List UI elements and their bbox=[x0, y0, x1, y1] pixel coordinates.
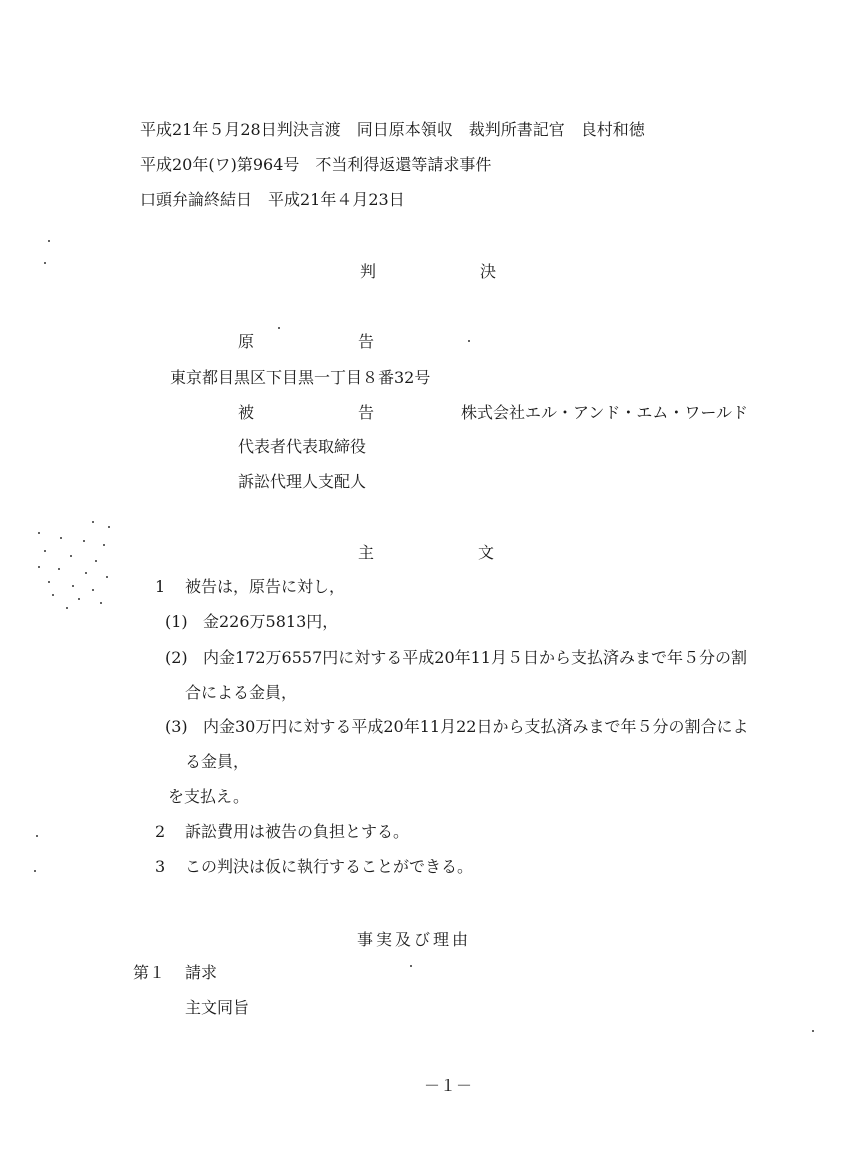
section1-title: 請求 bbox=[185, 963, 218, 982]
item3-text: この判決は仮に執行することができる。 bbox=[185, 857, 474, 876]
section1-number: 第１ bbox=[133, 963, 166, 982]
defendant-label-2: 告 bbox=[358, 403, 375, 422]
main-text-heading-left: 主 bbox=[358, 543, 375, 562]
litigation-agent-label: 訴訟代理人支配人 bbox=[238, 472, 367, 491]
plaintiff-address: 東京都目黒区下目黒一丁目８番32号 bbox=[170, 368, 431, 387]
title-left-char: 判 bbox=[360, 262, 377, 281]
sub1-text: 金226万5813円， bbox=[203, 612, 339, 631]
sub2-number: (2) bbox=[165, 648, 188, 667]
representative-label: 代表者代表取締役 bbox=[238, 437, 367, 456]
plaintiff-label-2: 告 bbox=[358, 332, 375, 351]
defendant-label-1: 被 bbox=[238, 403, 255, 422]
reasons-heading: 事実及び理由 bbox=[357, 930, 472, 949]
defendant-name: 株式会社エル・アンド・エム・ワールド bbox=[461, 403, 749, 422]
case-number-line: 平成20年(ワ)第964号 不当利得返還等請求事件 bbox=[140, 155, 492, 174]
sub2-text-line1: 内金172万6557円に対する平成20年11月５日から支払済みまで年５分の割 bbox=[203, 648, 747, 667]
item1-number: 1 bbox=[155, 577, 166, 596]
section1-body: 主文同旨 bbox=[185, 998, 250, 1017]
item3-number: 3 bbox=[155, 857, 166, 876]
sub3-text-line2: る金員， bbox=[185, 752, 250, 771]
sub3-number: (3) bbox=[165, 717, 188, 736]
page-number: －１－ bbox=[424, 1076, 473, 1095]
item1-text: 被告は，原告に対し， bbox=[185, 577, 346, 596]
item2-number: 2 bbox=[155, 822, 166, 841]
main-text-heading-right: 文 bbox=[478, 543, 495, 562]
plaintiff-label-1: 原 bbox=[238, 332, 255, 351]
title-right-char: 決 bbox=[480, 262, 497, 281]
sub3-text-line1: 内金30万円に対する平成20年11月22日から支払済みまで年５分の割合によ bbox=[203, 717, 749, 736]
sub1-number: (1) bbox=[165, 612, 188, 631]
payment-order: を支払え。 bbox=[168, 787, 249, 806]
sub2-text-line2: 合による金員， bbox=[185, 683, 298, 702]
oral-argument-end-line: 口頭弁論終結日 平成21年４月23日 bbox=[140, 190, 405, 209]
verdict-date-line: 平成21年５月28日判決言渡 同日原本領収 裁判所書記官 良村和徳 bbox=[140, 120, 645, 139]
item2-text: 訴訟費用は被告の負担とする。 bbox=[185, 822, 410, 841]
